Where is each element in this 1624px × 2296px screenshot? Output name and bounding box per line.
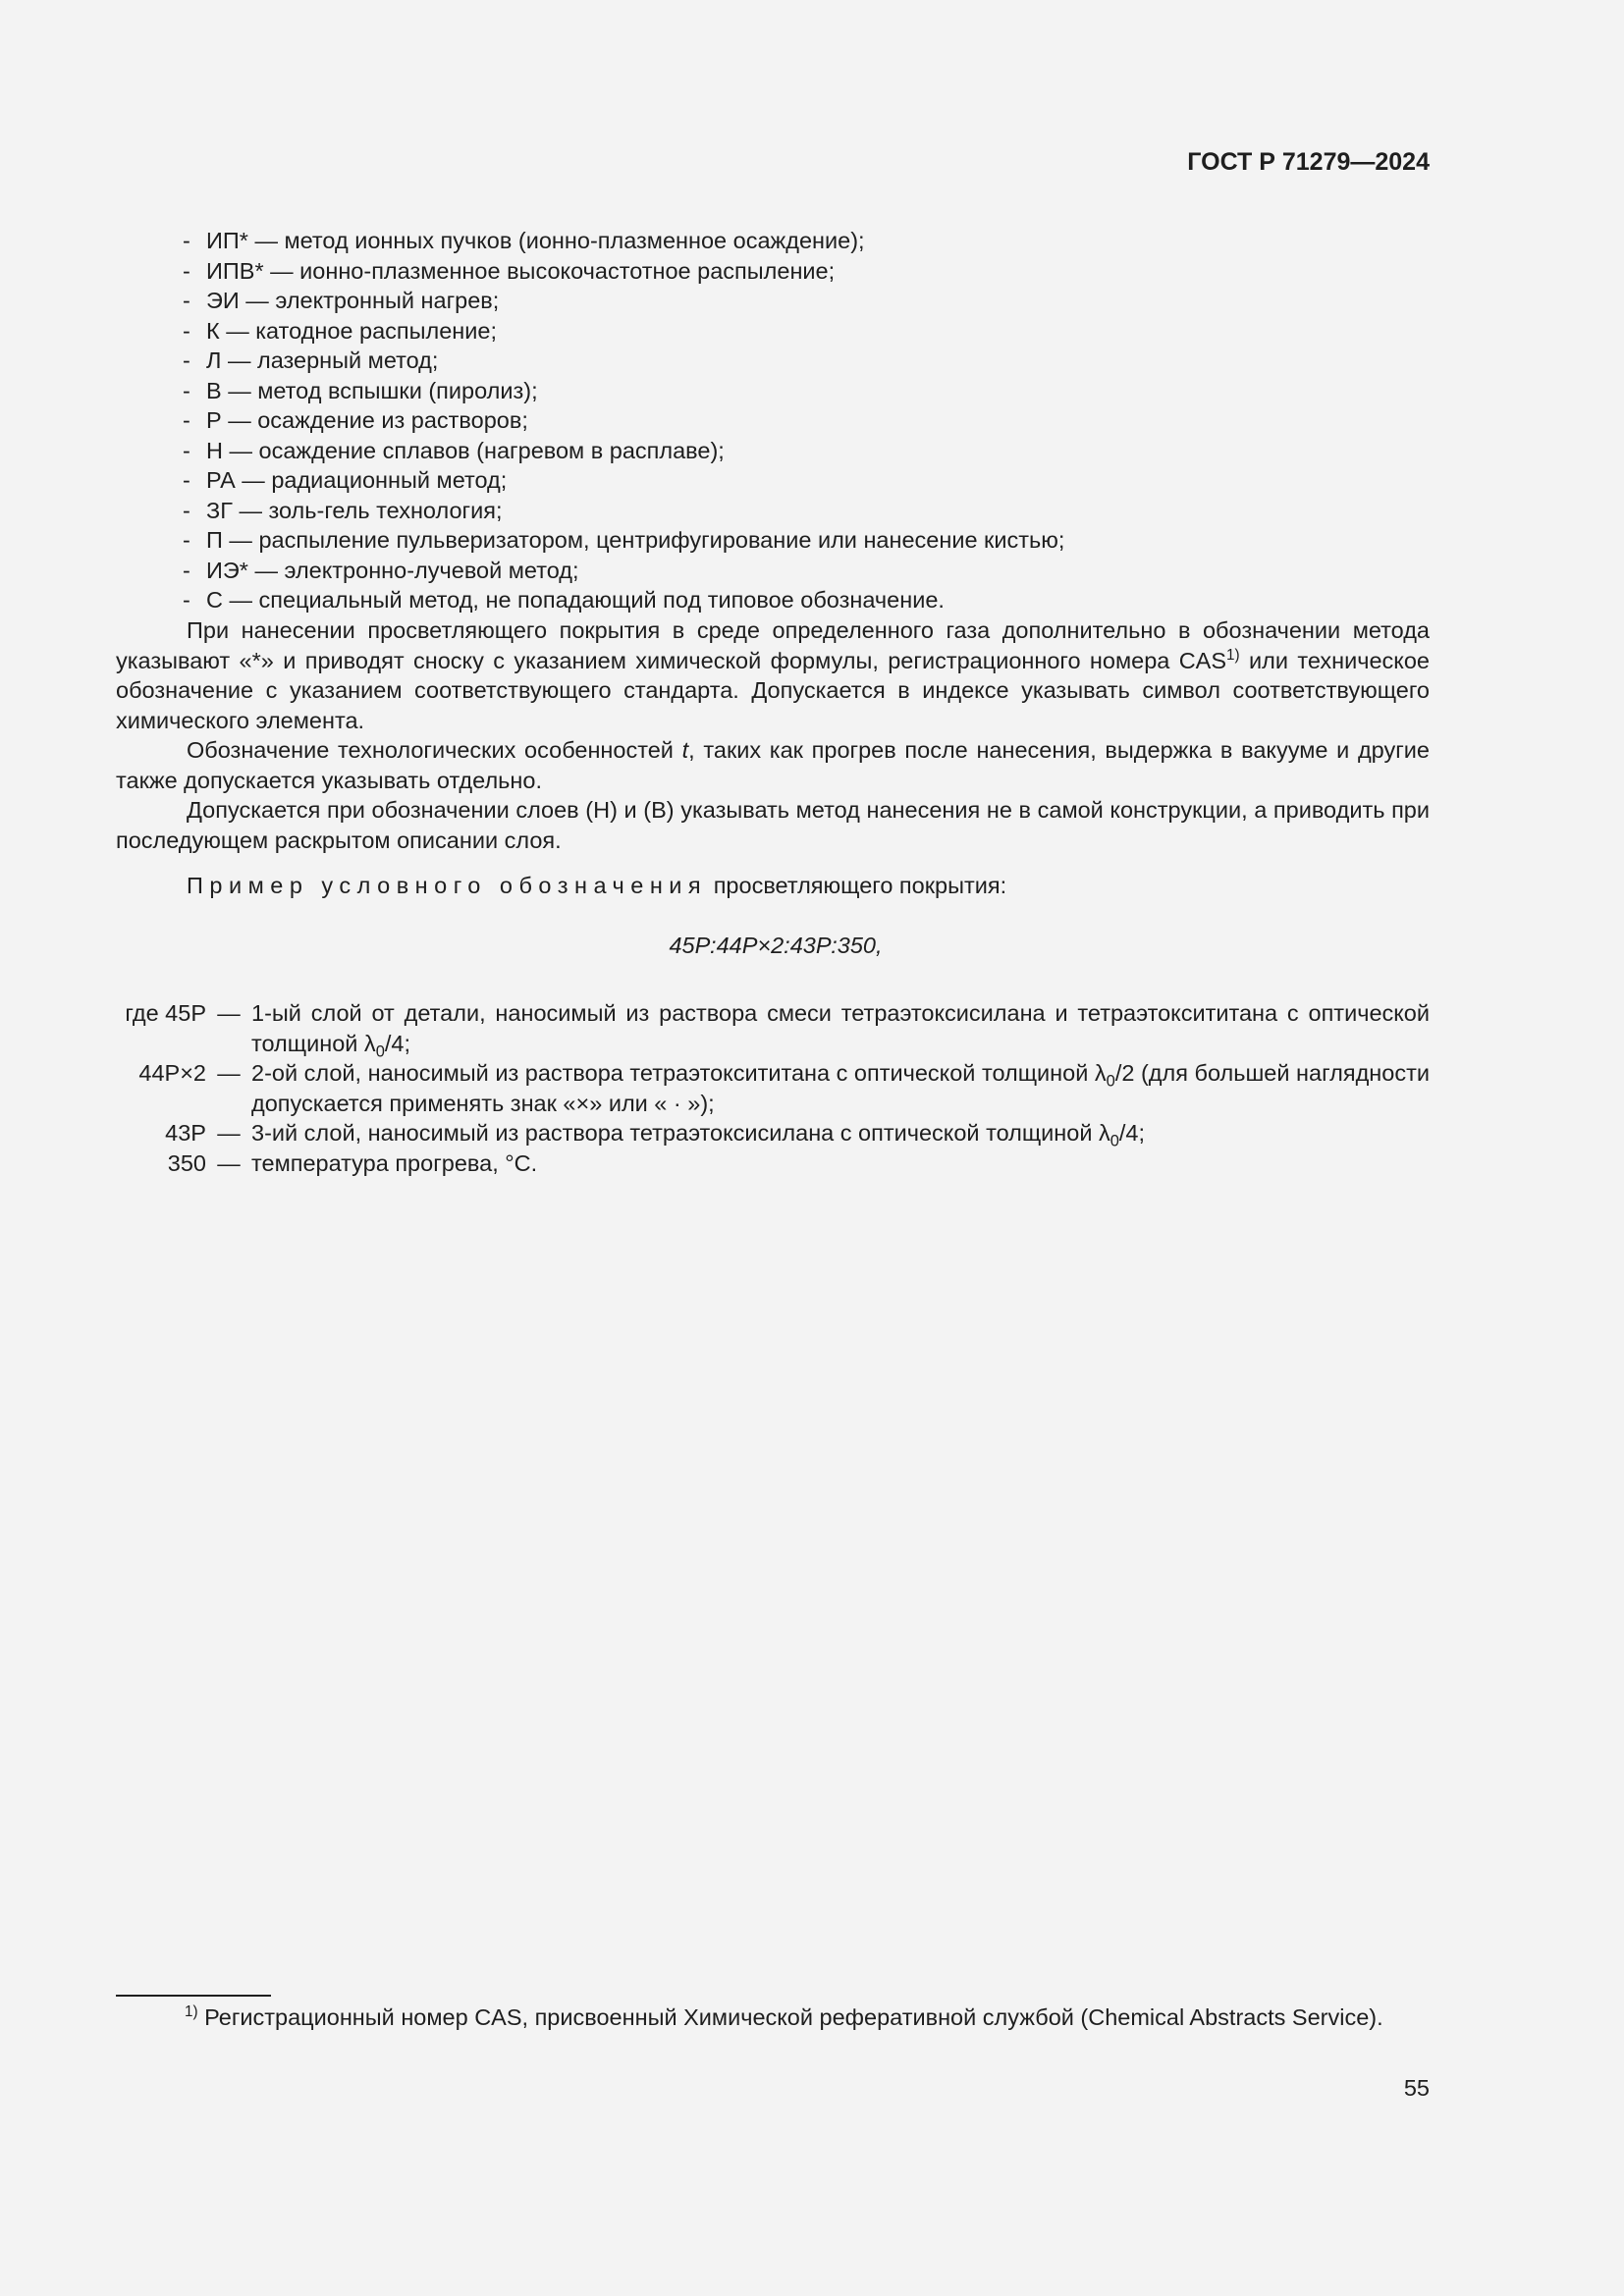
- definitions: [116, 998, 1430, 1178]
- bullet-dash: -: [183, 377, 190, 403]
- list-item-text: ИПВ* — ионно-плазменное высокочастотное распыление;: [206, 257, 836, 284]
- bullet-dash: -: [183, 437, 190, 463]
- definition-term: 350: [167, 1149, 206, 1176]
- page-number: 55: [1403, 2075, 1430, 2101]
- footnote-ref: 1): [1226, 646, 1240, 664]
- bullet-dash: -: [183, 288, 190, 313]
- text: , таких как прогрев после нанесения, выдержка в вакууме и другие также допускается указывать отдельно.: [116, 737, 1430, 793]
- list-item: [183, 346, 1430, 376]
- list-item: [183, 226, 1430, 256]
- list-item-text: П — распыление пульверизатором, центрифугирование или нанесение кистью;: [206, 527, 1065, 553]
- list-item: [183, 436, 1430, 466]
- symbol-t: t: [681, 737, 689, 763]
- subscript: 0: [375, 1042, 385, 1061]
- list-item: [183, 496, 1430, 526]
- example-rest: просветляющего покрытия:: [707, 873, 1007, 898]
- list-item: [183, 465, 1430, 496]
- definition-desc: [251, 1118, 1430, 1148]
- example-spaced: Пример условного обозначения: [187, 873, 708, 898]
- bullet-dash: -: [183, 467, 190, 493]
- definition-term: 44Р×2: [138, 1060, 206, 1086]
- list-item-text: С — специальный метод, не попадающий под типовое обозначение.: [206, 587, 945, 613]
- text: 1-ый слой от детали, наносимый из раствора смеси тетраэтоксисилана и тетраэтоксититана с оптической толщиной λ: [251, 1000, 1430, 1056]
- example-label: [187, 871, 1006, 901]
- bullet-dash: -: [183, 317, 190, 344]
- list-item-text: ЗГ — золь-гель технология;: [206, 497, 503, 523]
- method-list: [183, 226, 1430, 615]
- document-header: ГОСТ Р 71279—2024: [1187, 148, 1430, 176]
- text: /4;: [1118, 1120, 1146, 1146]
- list-item-text: ИЭ* — электронно-лучевой метод;: [206, 557, 579, 583]
- bullet-dash: -: [183, 587, 190, 613]
- definition-row: [116, 1148, 1430, 1179]
- paragraph-tech: [116, 735, 1430, 795]
- bullet-dash: -: [183, 257, 190, 284]
- subscript: 0: [1110, 1132, 1119, 1150]
- definition-desc: [251, 998, 1430, 1061]
- definition-term: где 45Р: [125, 1000, 206, 1026]
- list-item-text: Н — осаждение сплавов (нагревом в расплаве);: [206, 437, 725, 463]
- bullet-dash: -: [183, 527, 190, 553]
- definition-term: 43Р: [165, 1120, 206, 1146]
- definition-row: [116, 1118, 1430, 1148]
- text: При нанесении просветляющего покрытия в среде определенного газа дополнительно в обозначении метода указывают «*» и приводят сноску с указанием химической формулы, регистрационного номера CAS: [116, 617, 1430, 673]
- text: или техническое обозначение с указанием соответствующего стандарта. Допускается в индексе указывать символ соответствующего химического элемента.: [116, 647, 1430, 733]
- text: температура прогрева, °С.: [251, 1149, 538, 1176]
- definition-row: [116, 1058, 1430, 1118]
- footnote-separator: [116, 1995, 271, 1997]
- list-item-text: Р — осаждение из растворов;: [206, 407, 528, 433]
- list-item: [183, 525, 1430, 556]
- list-item: [183, 256, 1430, 287]
- footnote: [116, 2002, 1430, 2033]
- list-item-text: В — метод вспышки (пиролиз);: [206, 377, 538, 403]
- bullet-dash: -: [183, 497, 190, 523]
- definition-dash: —: [217, 1120, 241, 1146]
- text: 2-ой слой, наносимый из раствора тетраэтоксититана с оптической толщиной λ: [251, 1060, 1107, 1086]
- text: 3-ий слой, наносимый из раствора тетраэтоксисилана с оптической толщиной λ: [251, 1120, 1110, 1146]
- list-item: [183, 316, 1430, 347]
- paragraph-layers: Допускается при обозначении слоев (Н) и (В) указывать метод нанесения не в самой конструкции, а приводить при последующем раскрытом описании слоя.: [116, 797, 1430, 853]
- footnote-mark: 1): [185, 2003, 198, 2021]
- example-formula: 45Р:44Р×2:43Р:350,: [669, 933, 883, 958]
- text: Обозначение технологических особенностей: [187, 737, 682, 763]
- list-item: [183, 585, 1430, 615]
- list-item-text: ЭИ — электронный нагрев;: [206, 288, 500, 313]
- list-item-text: РА — радиационный метод;: [206, 467, 508, 493]
- footnote-text: Регистрационный номер CAS, присвоенный Химической реферативной службой (Chemical Abstracts Service).: [197, 2004, 1383, 2030]
- list-item: [183, 286, 1430, 316]
- definition-dash: —: [217, 1149, 241, 1176]
- definition-dash: —: [217, 1000, 241, 1026]
- list-item: [183, 405, 1430, 436]
- definition-dash: —: [217, 1060, 241, 1086]
- bullet-dash: -: [183, 557, 190, 583]
- list-item: [183, 556, 1430, 586]
- list-item: [183, 376, 1430, 406]
- list-item-text: Л — лазерный метод;: [206, 347, 439, 373]
- definition-desc: [251, 1148, 1430, 1179]
- definition-row: [116, 998, 1430, 1061]
- list-item-text: К — катодное распыление;: [206, 317, 497, 344]
- text: /2 (для большей наглядности допускается применять знак «×» или « · »);: [251, 1060, 1430, 1116]
- bullet-dash: -: [183, 407, 190, 433]
- subscript: 0: [1106, 1072, 1115, 1091]
- paragraph-gas: [116, 615, 1430, 735]
- definition-desc: [251, 1058, 1430, 1118]
- bullet-dash: -: [183, 347, 190, 373]
- bullet-dash: -: [183, 228, 190, 253]
- list-item-text: ИП* — метод ионных пучков (ионно-плазменное осаждение);: [206, 228, 865, 253]
- body-paragraphs: [116, 615, 1430, 855]
- text: /4;: [384, 1030, 410, 1056]
